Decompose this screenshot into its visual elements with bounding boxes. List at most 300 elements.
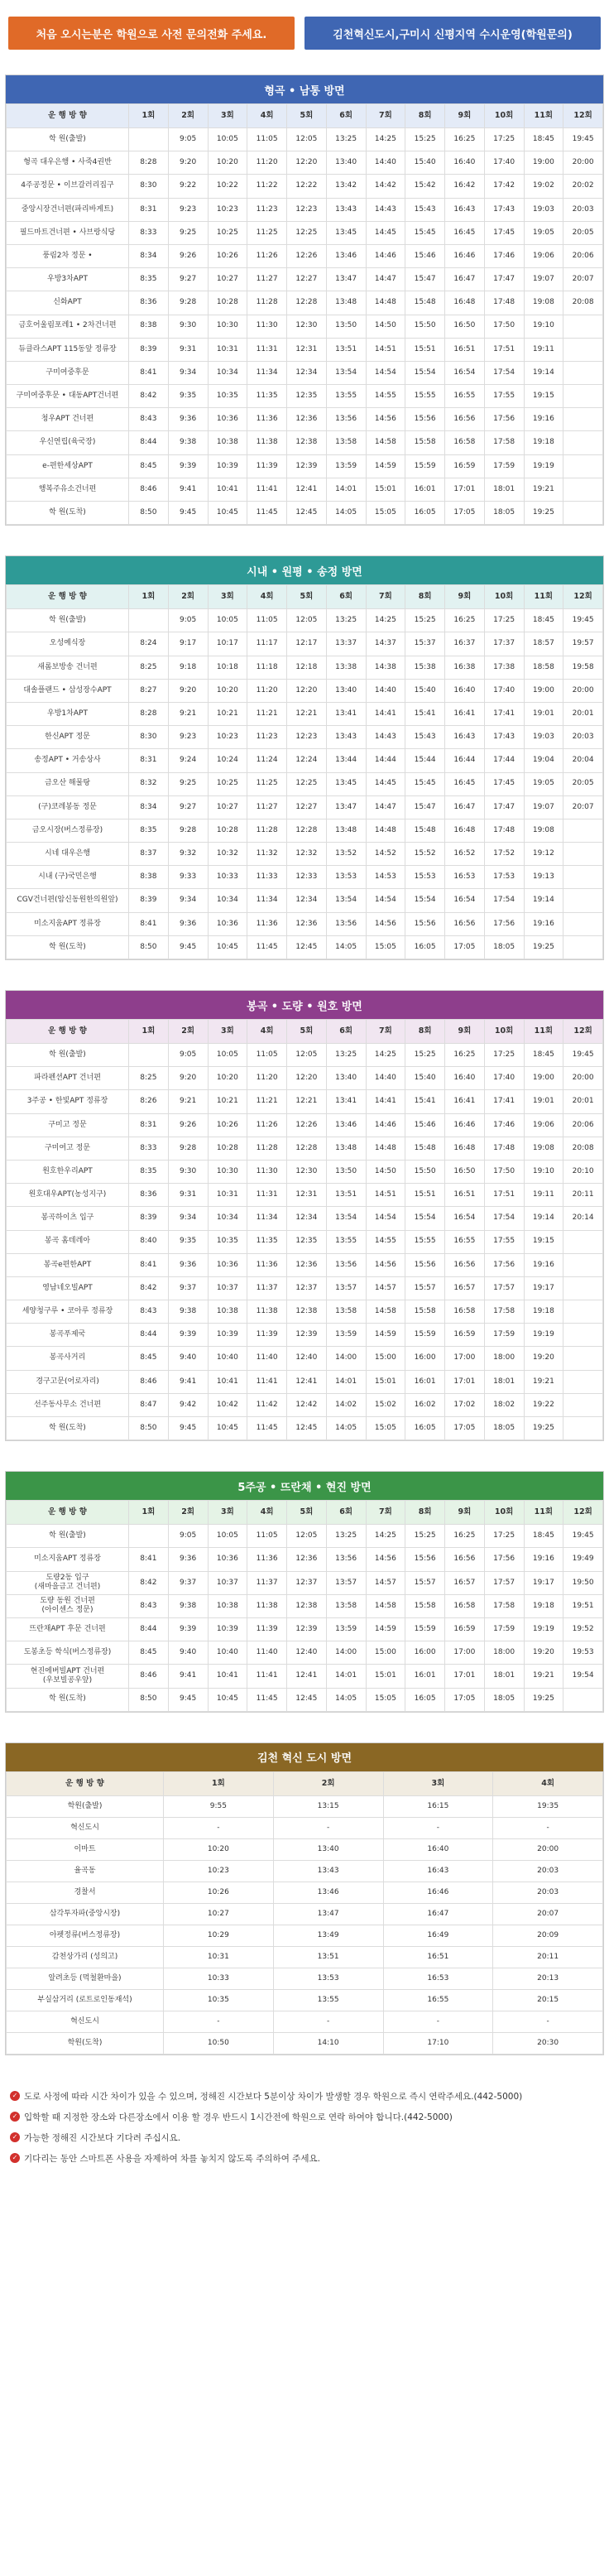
departure-time: 12:20 [287,151,327,175]
departure-time: 19:06 [524,244,563,267]
departure-time: 12:30 [287,1160,327,1183]
departure-time: 14:55 [366,1230,405,1253]
departure-time: 19:45 [563,1044,603,1067]
departure-time: 10:25 [208,772,247,795]
departure-time: 20:00 [563,1067,603,1090]
stop-name: CGV건너편(암신동원한의원앞) [7,889,129,912]
table-row [7,1347,603,1370]
departure-time: - [273,1817,383,1838]
stop-name: 봉곡푸제국 [7,1324,129,1347]
departure-time: 15:54 [405,1207,445,1230]
stop-name: 학 원(출발) [7,1044,129,1067]
departure-time: 12:28 [287,1137,327,1160]
departure-time: 19:16 [524,1253,563,1276]
departure-time: 17:40 [484,679,524,702]
departure-time: 18:00 [484,1641,524,1665]
stop-name: 원호대우APT(농성지구) [7,1184,129,1207]
departure-time: 15:51 [405,1184,445,1207]
departure-time: 19:35 [493,1795,603,1817]
departure-time: 17:59 [484,1324,524,1347]
departure-time: 8:44 [129,431,169,454]
departure-time: 15:42 [405,175,445,198]
departure-time: 8:41 [129,1253,169,1276]
departure-time: 20:05 [563,221,603,244]
departure-time: 16:15 [383,1795,493,1817]
departure-time: 15:05 [366,1417,405,1440]
departure-time: 16:00 [405,1641,445,1665]
info-icon: ✓ [10,2132,20,2142]
table-row [7,2032,603,2054]
table-row [7,478,603,501]
departure-time: 9:38 [168,431,208,454]
departure-time: 12:37 [287,1276,327,1300]
departure-time: 14:50 [366,1160,405,1183]
departure-time: 19:50 [563,1571,603,1594]
departure-time: 16:56 [445,1548,485,1571]
departure-time: 14:00 [326,1347,366,1370]
departure-time: 12:05 [287,1044,327,1067]
departure-time: 16:41 [445,1090,485,1113]
departure-time: 20:11 [493,1946,603,1968]
departure-time: 16:05 [405,935,445,959]
section-title: 5주공 • 뜨란채 • 현진 방면 [6,1472,603,1500]
departure-time: 8:44 [129,1617,169,1641]
departure-time: 11:05 [247,609,287,632]
departure-time: 16:58 [445,431,485,454]
departure-time: 16:58 [445,1594,485,1617]
departure-time: 14:58 [366,431,405,454]
departure-time: 10:20 [208,679,247,702]
departure-time: 13:40 [326,151,366,175]
departure-time: 19:07 [524,795,563,819]
departure-time [563,338,603,361]
departure-time: 15:56 [405,912,445,935]
departure-time: 16:05 [405,502,445,525]
stop-name: 학 원(도착) [7,1688,129,1711]
departure-time: 10:30 [208,315,247,338]
departure-time: 16:56 [445,1253,485,1276]
departure-time: 14:51 [366,1184,405,1207]
trip-header: 2회 [168,585,208,609]
departure-time [563,843,603,866]
table-row [7,935,603,959]
departure-time: 13:44 [326,749,366,772]
departure-time: 14:01 [326,1665,366,1688]
departure-time: 15:54 [405,361,445,384]
departure-time: 14:53 [366,866,405,889]
table-row [7,151,603,175]
departure-time [563,935,603,959]
trip-header: 9회 [445,585,485,609]
stop-name: 대솔플랜드 • 삼성장수APT [7,679,129,702]
departure-time: 15:38 [405,656,445,679]
departure-time: 16:58 [445,1300,485,1324]
table-row [7,795,603,819]
stop-name: 현진에버빌APT 건너편 (우보빌공우앞) [7,1665,129,1688]
departure-time: 19:20 [524,1641,563,1665]
departure-time: - [383,2011,493,2032]
trip-header: 6회 [326,1501,366,1525]
trip-header: 5회 [287,1020,327,1044]
departure-time: 14:54 [366,1207,405,1230]
table-row [7,772,603,795]
stop-name: 학 원(출발) [7,128,129,151]
departure-time: 14:05 [326,935,366,959]
departure-time: 8:47 [129,1393,169,1416]
departure-time: 10:21 [208,702,247,725]
departure-time: 9:45 [168,1688,208,1711]
trip-header: 4회 [247,104,287,128]
departure-time: 10:42 [208,1393,247,1416]
stop-name: 우방3차APT [7,268,129,291]
departure-time: 9:38 [168,1300,208,1324]
departure-time: 18:01 [484,1370,524,1393]
timetable-section [5,990,604,1441]
trip-header: 2회 [168,104,208,128]
departure-time: 13:45 [326,221,366,244]
departure-time: 12:35 [287,1230,327,1253]
departure-time: 16:48 [445,819,485,842]
departure-time: 13:15 [273,1795,383,1817]
departure-time: 16:52 [445,843,485,866]
departure-time: 8:38 [129,866,169,889]
departure-time: 19:25 [524,1417,563,1440]
departure-time [563,1230,603,1253]
table-row [7,502,603,525]
departure-time: 19:10 [524,1160,563,1183]
table-row [7,1044,603,1067]
departure-time: 19:05 [524,221,563,244]
departure-time: 16:54 [445,889,485,912]
departure-time: 14:51 [366,338,405,361]
departure-time: 11:31 [247,338,287,361]
departure-time: 9:31 [168,1184,208,1207]
departure-time: 13:51 [326,338,366,361]
departure-time: 9:21 [168,1090,208,1113]
departure-time: 14:25 [366,609,405,632]
departure-time: - [383,1817,493,1838]
departure-time: 14:46 [366,244,405,267]
departure-time: 11:20 [247,679,287,702]
departure-time: 16:25 [445,609,485,632]
departure-time: 16:46 [383,1882,493,1903]
trip-header: 3회 [208,585,247,609]
stop-name: 미소지움APT 정류장 [7,912,129,935]
table-row [7,1617,603,1641]
departure-time: 19:18 [524,1300,563,1324]
stop-name: 청우APT 건너편 [7,408,129,431]
departure-time: 19:17 [524,1276,563,1300]
departure-time: 12:36 [287,1548,327,1571]
trip-header: 3회 [383,1771,493,1795]
departure-time: 13:45 [326,772,366,795]
departure-time: 16:37 [445,632,485,656]
departure-time: 10:20 [208,1067,247,1090]
departure-time: 8:42 [129,1571,169,1594]
departure-time: 9:27 [168,268,208,291]
departure-time: 17:56 [484,1253,524,1276]
departure-time: 10:34 [208,889,247,912]
departure-time: 11:35 [247,385,287,408]
trip-header: 9회 [445,1020,485,1044]
departure-time: 11:34 [247,1207,287,1230]
stop-name: 아펫정류(버스정류장) [7,1925,164,1946]
inquiry-banner: 처음 오시는분은 학원으로 사전 문의전화 주세요. [8,17,295,50]
departure-time: 9:22 [168,175,208,198]
stop-name: 학원(도착) [7,2032,164,2054]
departure-time: 13:25 [326,1525,366,1548]
departure-time: 11:21 [247,1090,287,1113]
departure-time: 11:34 [247,361,287,384]
departure-time: 20:02 [563,175,603,198]
departure-time [563,478,603,501]
departure-time: 9:23 [168,198,208,221]
trip-header: 7회 [366,1501,405,1525]
departure-time: 15:45 [405,221,445,244]
departure-time [563,1300,603,1324]
departure-time: 16:40 [445,1067,485,1090]
trip-header: 10회 [484,1501,524,1525]
table-row [7,1925,603,1946]
table-row [7,819,603,842]
departure-time: 13:58 [326,1300,366,1324]
departure-time [563,1324,603,1347]
departure-time: 14:54 [366,361,405,384]
departure-time: 17:54 [484,889,524,912]
departure-time: 13:48 [326,819,366,842]
departure-time: 19:13 [524,866,563,889]
departure-time: 16:59 [445,1617,485,1641]
departure-time: 13:56 [326,912,366,935]
departure-time: 11:38 [247,1300,287,1324]
departure-time: 16:47 [445,268,485,291]
departure-time: 15:46 [405,1113,445,1137]
trip-header: 9회 [445,104,485,128]
departure-time: 8:24 [129,632,169,656]
departure-time: 13:37 [326,632,366,656]
departure-time: 12:30 [287,315,327,338]
departure-time: 19:03 [524,726,563,749]
departure-time: 12:42 [287,1393,327,1416]
departure-time: 17:02 [445,1393,485,1416]
departure-time: 12:25 [287,772,327,795]
departure-time: 12:45 [287,1417,327,1440]
departure-time: 9:28 [168,1137,208,1160]
stop-name: 삼각투자파(중앙시장) [7,1903,164,1925]
stop-name: 필드마트건너편 • 사브랑식당 [7,221,129,244]
departure-time: 14:00 [326,1641,366,1665]
departure-time: 8:45 [129,1641,169,1665]
notice-item [10,2111,599,2123]
departure-time: 13:55 [326,385,366,408]
departure-time: 8:40 [129,1230,169,1253]
departure-time: 11:25 [247,772,287,795]
departure-time: 11:41 [247,1665,287,1688]
departure-time: 17:10 [383,2032,493,2054]
departure-time: 18:57 [524,632,563,656]
departure-time: 16:49 [383,1925,493,1946]
departure-time: 15:55 [405,385,445,408]
departure-time: 10:36 [208,1548,247,1571]
departure-time: 12:36 [287,408,327,431]
departure-time: 11:21 [247,702,287,725]
departure-time: 15:47 [405,268,445,291]
departure-time [129,128,169,151]
departure-time: 17:45 [484,772,524,795]
departure-time: - [164,1817,274,1838]
departure-time: 19:14 [524,889,563,912]
departure-time: 12:34 [287,361,327,384]
table-row [7,1090,603,1113]
departure-time: 14:38 [366,656,405,679]
departure-time [563,315,603,338]
section-title: 김천 혁신 도시 방면 [6,1743,603,1771]
departure-time [129,1525,169,1548]
table-row [7,361,603,384]
table-row [7,431,603,454]
departure-time: 13:43 [273,1860,383,1882]
stop-name: 듀클라스APT 115동앞 정류장 [7,338,129,361]
departure-time: 9:30 [168,315,208,338]
departure-time: 17:58 [484,1300,524,1324]
timetable-section [5,555,604,960]
departure-time: 10:28 [208,291,247,315]
departure-time: 14:02 [326,1393,366,1416]
table-row [7,244,603,267]
route-header: 운 행 방 향 [7,1771,164,1795]
departure-time: 9:40 [168,1347,208,1370]
departure-time: 15:59 [405,454,445,478]
departure-time: 18:01 [484,1665,524,1688]
departure-time: 11:24 [247,749,287,772]
departure-time: 10:45 [208,1688,247,1711]
departure-time: 16:01 [405,1370,445,1393]
departure-time: 16:45 [445,221,485,244]
departure-time: 15:59 [405,1324,445,1347]
departure-time: 14:58 [366,1300,405,1324]
departure-time: 9:45 [168,502,208,525]
table-row [7,2011,603,2032]
departure-time: 17:54 [484,1207,524,1230]
departure-time: 14:58 [366,1594,405,1617]
trip-header: 1회 [129,1501,169,1525]
departure-time: 10:40 [208,1641,247,1665]
departure-time: 10:27 [164,1903,274,1925]
stop-name: 4주공정문 • 이브갈러리집구 [7,175,129,198]
table-row [7,1665,603,1688]
header-row [7,585,603,609]
departure-time: 9:26 [168,1113,208,1137]
table-row [7,1253,603,1276]
departure-time: 15:00 [366,1347,405,1370]
departure-time: 13:25 [326,128,366,151]
trip-header: 10회 [484,1020,524,1044]
departure-time: 11:45 [247,502,287,525]
trip-header: 3회 [208,1020,247,1044]
section-title: 형곡 • 남통 방면 [6,75,603,103]
departure-time: 19:10 [524,315,563,338]
departure-time: 9:39 [168,454,208,478]
departure-time: 18:00 [484,1347,524,1370]
departure-time: 12:40 [287,1641,327,1665]
stop-name: 혁신도시 [7,2011,164,2032]
departure-time: 17:00 [445,1347,485,1370]
departure-time: 11:42 [247,1393,287,1416]
stop-name: 도봉초등 학식(버스정류장) [7,1641,129,1665]
stop-name: 파라펜션APT 건너편 [7,1067,129,1090]
departure-time: 12:20 [287,679,327,702]
stop-name: 봉곡사거리 [7,1347,129,1370]
departure-time: 11:39 [247,1617,287,1641]
departure-time: 16:54 [445,1207,485,1230]
departure-time [563,1417,603,1440]
departure-time: 13:56 [326,1548,366,1571]
departure-time: 19:21 [524,1370,563,1393]
trip-header: 6회 [326,104,366,128]
table-row [7,128,603,151]
trip-header: 3회 [208,1501,247,1525]
departure-time: 20:08 [563,1137,603,1160]
departure-time: 11:38 [247,1594,287,1617]
departure-time: 15:48 [405,819,445,842]
stop-name: 구미여고 정문 [7,1137,129,1160]
departure-time: 16:01 [405,1665,445,1688]
departure-time: 13:40 [326,679,366,702]
trip-header: 2회 [168,1501,208,1525]
departure-time: 9:34 [168,361,208,384]
stop-name: 오성예식장 [7,632,129,656]
departure-time: 13:40 [273,1838,383,1860]
departure-time: 10:28 [208,1137,247,1160]
departure-time: 14:44 [366,749,405,772]
departure-time: 18:45 [524,1044,563,1067]
trip-header: 7회 [366,1020,405,1044]
departure-time [563,1253,603,1276]
route-header: 운 행 방 향 [7,104,129,128]
departure-time: 12:45 [287,935,327,959]
departure-time: 17:55 [484,1230,524,1253]
stop-name: 송정APT • 거송상사 [7,749,129,772]
departure-time: 20:15 [493,1989,603,2011]
departure-time: 17:42 [484,175,524,198]
departure-time: 8:36 [129,1184,169,1207]
departure-time: 14:56 [366,408,405,431]
departure-time: 9:20 [168,679,208,702]
departure-time: 10:26 [208,1113,247,1137]
departure-time: 14:25 [366,128,405,151]
departure-time: 9:20 [168,151,208,175]
departure-time: 11:45 [247,1417,287,1440]
departure-time: 19:25 [524,1688,563,1711]
timetable [6,103,603,525]
trip-header: 9회 [445,1501,485,1525]
table-row [7,221,603,244]
departure-time: 15:48 [405,291,445,315]
departure-time: 9:25 [168,221,208,244]
departure-time: 15:25 [405,128,445,151]
table-row [7,1207,603,1230]
departure-time: 8:41 [129,912,169,935]
stop-name: 율곡동 [7,1860,164,1882]
departure-time: 17:25 [484,128,524,151]
departure-time: 9:35 [168,385,208,408]
departure-time: 12:40 [287,1347,327,1370]
departure-time: 8:42 [129,385,169,408]
departure-time: 19:01 [524,702,563,725]
departure-time: 10:39 [208,1617,247,1641]
departure-time: 8:46 [129,1370,169,1393]
departure-time: 12:26 [287,1113,327,1137]
